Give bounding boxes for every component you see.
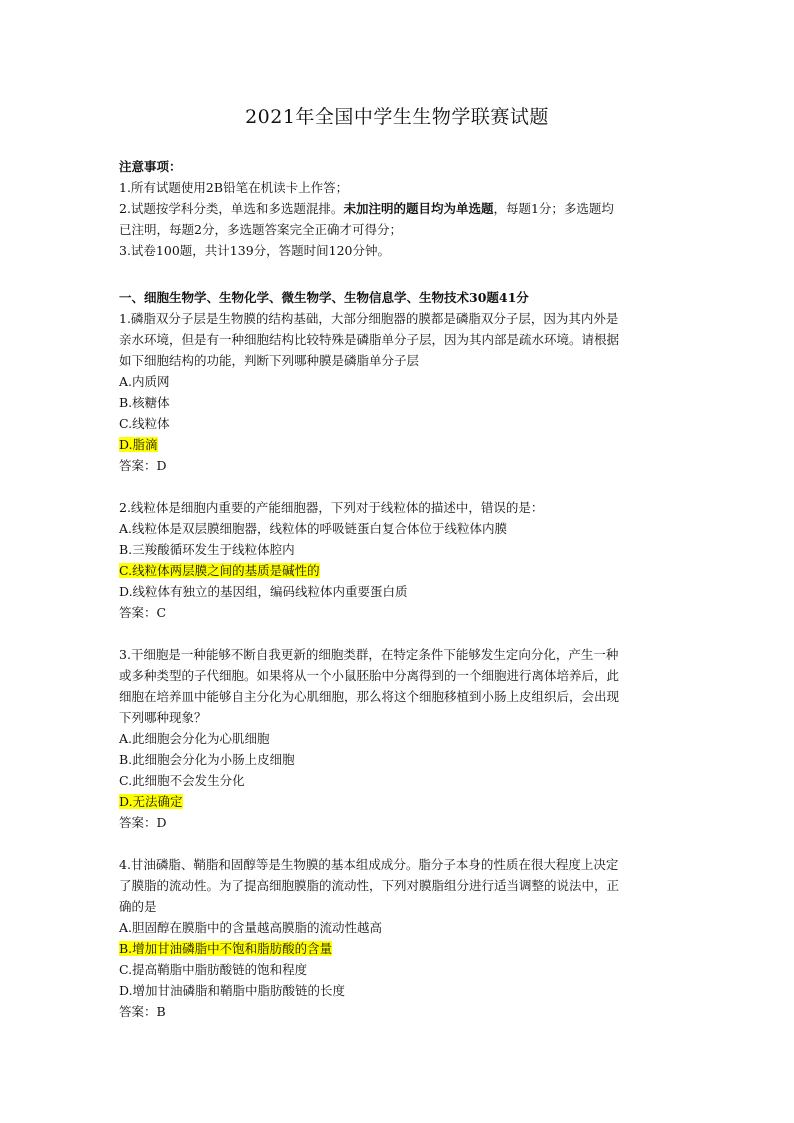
q2-stem-line: 2.线粒体是细胞内重要的产能细胞器，下列对于线粒体的描述中，错误的是：: [119, 500, 544, 515]
q1-answer: 答案：D: [119, 458, 167, 473]
notice-item-2-text-a: 2.试题按学科分类，单选和多选题混排。: [119, 201, 344, 216]
q3-option-a: A.此细胞会分化为心肌细胞: [119, 731, 270, 746]
notice-item-3: 3.试卷100题，共计139分，答题时间120分钟。: [119, 243, 391, 258]
q4-option-b-highlighted: B.增加甘油磷脂中不饱和脂肪酸的含量: [119, 941, 333, 956]
q3-option-d-line: [119, 791, 679, 812]
section-heading: 一、细胞生物学、生物化学、微生物学、生物信息学、生物技术30题41分: [119, 290, 529, 305]
q2-option-c-highlighted: C.线粒体两层膜之间的基质是碱性的: [119, 563, 320, 578]
q3-answer: 答案：D: [119, 815, 167, 830]
spacer: [119, 833, 679, 854]
q1-stem-line: 如下细胞结构的功能，判断下列哪种膜是磷脂单分子层: [119, 353, 420, 368]
q1-stem-line: 亲水环境，但是有一种细胞结构比较特殊是磷脂单分子层，因为其内部是疏水环境。请根据: [119, 332, 620, 347]
q4-option-d: D.增加甘油磷脂和鞘脂中脂肪酸链的长度: [119, 983, 346, 998]
q3-stem-line: 3.干细胞是一种能够不断自我更新的细胞类群，在特定条件下能够发生定向分化，产生一种: [119, 647, 619, 662]
notice-item-2-cont: 已注明，每题2分，多选题答案完全正确才可得分；: [119, 222, 402, 237]
q3-stem-line: 下列哪种现象？: [119, 710, 207, 725]
q1-option-a: A.内质网: [119, 374, 170, 389]
notice-item-1: 1.所有试题使用2B铅笔在机读卡上作答；: [119, 180, 349, 195]
q3-option-c: C.此细胞不会发生分化: [119, 773, 245, 788]
q4-stem-line: 确的是: [119, 899, 157, 914]
q1-option-b: B.核糖体: [119, 395, 170, 410]
q3-option-d-highlighted: D.无法确定: [119, 794, 183, 809]
q4-stem-line: 了膜脂的流动性。为了提高细胞膜脂的流动性，下列对膜脂组分进行适当调整的说法中，正: [119, 878, 620, 893]
document-title: 2021年全国中学生生物学联赛试题: [245, 106, 549, 128]
q4-option-c: C.提高鞘脂中脂肪酸链的饱和程度: [119, 962, 308, 977]
q4-option-a: A.胆固醇在膜脂中的含量越高膜脂的流动性越高: [119, 920, 383, 935]
notice-item-2-text-b: ，每题1分；多选题均: [493, 201, 614, 216]
q2-option-b: B.三羧酸循环发生于线粒体腔内: [119, 542, 295, 557]
q2-answer: 答案：C: [119, 605, 167, 620]
document-body: [119, 156, 679, 1022]
spacer: [119, 476, 679, 497]
q3-option-b: B.此细胞会分化为小肠上皮细胞: [119, 752, 295, 767]
spacer: [119, 623, 679, 644]
q4-option-b-line: [119, 938, 679, 959]
notice-item-2: [119, 198, 679, 219]
q1-option-c: C.线粒体: [119, 416, 170, 431]
q1-option-d-highlighted: D.脂滴: [119, 437, 158, 452]
q1-option-d-line: [119, 434, 679, 455]
q2-option-c-line: [119, 560, 679, 581]
q2-option-a: A.线粒体是双层膜细胞器，线粒体的呼吸链蛋白复合体位于线粒体内膜: [119, 521, 508, 536]
q4-stem-line: 4.甘油磷脂、鞘脂和固醇等是生物膜的基本组成成分。脂分子本身的性质在很大程度上决定: [119, 857, 619, 872]
spacer: [119, 261, 679, 287]
notice-heading: 注意事项：: [119, 159, 182, 174]
q4-answer: 答案：B: [119, 1004, 166, 1019]
q3-stem-line: 细胞在培养皿中能够自主分化为心肌细胞，那么将这个细胞移植到小肠上皮组织后，会出现: [119, 689, 620, 704]
q3-stem-line: 或多种类型的子代细胞。如果将从一个小鼠胚胎中分离得到的一个细胞进行离体培养后，此: [119, 668, 620, 683]
q2-option-d: D.线粒体有独立的基因组，编码线粒体内重要蛋白质: [119, 584, 408, 599]
q1-stem-line: 1.磷脂双分子层是生物膜的结构基础，大部分细胞器的膜都是磷脂双分子层，因为其内外是: [119, 311, 619, 326]
notice-item-2-bold: 未加注明的题目均为单选题: [343, 201, 494, 216]
